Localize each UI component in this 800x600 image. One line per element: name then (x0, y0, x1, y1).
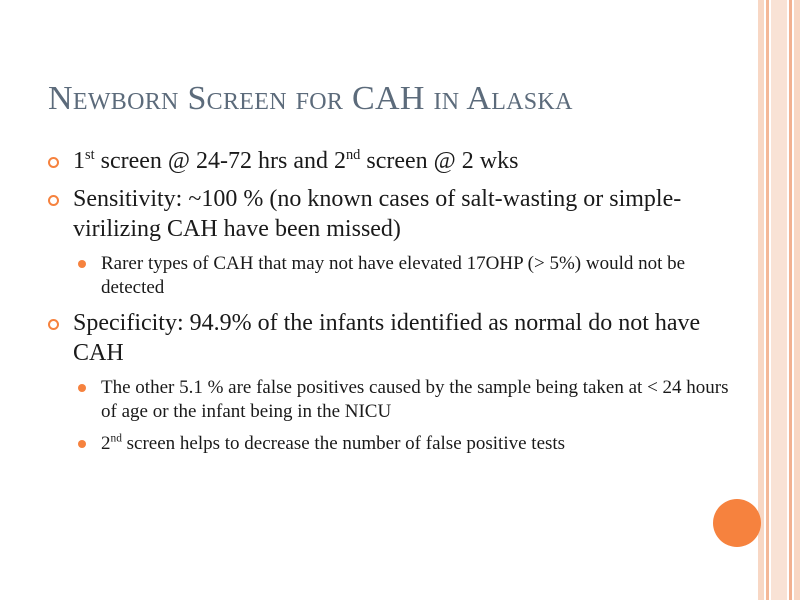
ring-bullet-icon (48, 319, 59, 330)
superscript: st (85, 147, 95, 163)
bullet-text (101, 376, 748, 424)
sub-bullet-item (78, 432, 748, 456)
bullet-text (101, 252, 748, 300)
ring-bullet-icon (48, 195, 59, 206)
bullet-item (48, 308, 748, 368)
dot-bullet-icon (78, 260, 86, 268)
text-run: 2 (101, 433, 111, 454)
superscript: nd (110, 432, 122, 445)
bullet-item (48, 184, 748, 244)
decorative-circle (713, 499, 761, 547)
text-run: The other 5.1 % are false positives caused by the sample being taken at < 24 hours of age or the infant being in the NICU (101, 377, 729, 422)
decorative-stripe (758, 0, 764, 600)
text-run: 1 (73, 148, 85, 174)
superscript: nd (345, 147, 361, 163)
slide-title: Newborn Screen for CAH in Alaska (48, 80, 573, 117)
decorative-stripe (766, 0, 769, 600)
bullet-text (73, 146, 518, 176)
bullet-list (48, 146, 748, 464)
bullet-text (101, 432, 565, 456)
decorative-stripe (794, 0, 800, 600)
decorative-stripe (771, 0, 787, 600)
bullet-item (48, 146, 748, 176)
ring-bullet-icon (48, 157, 59, 168)
dot-bullet-icon (78, 440, 86, 448)
text-run: screen @ 2 wks (360, 148, 519, 174)
text-run: Sensitivity: ~100 % (no known cases of salt-wasting or simple-virilizing CAH have been missed) (73, 186, 682, 242)
decorative-stripe (789, 0, 792, 600)
bullet-text (73, 308, 748, 368)
bullet-text (73, 184, 748, 244)
sub-bullet-item (78, 252, 748, 300)
text-run: Rarer types of CAH that may not have elevated 17OHP (> 5%) would not be detected (101, 253, 686, 298)
text-run: Specificity: 94.9% of the infants identified as normal do not have CAH (73, 310, 701, 366)
text-run: screen helps to decrease the number of false positive tests (121, 433, 566, 454)
dot-bullet-icon (78, 384, 86, 392)
sub-bullet-item (78, 376, 748, 424)
text-run: screen @ 24-72 hrs and 2 (94, 148, 346, 174)
